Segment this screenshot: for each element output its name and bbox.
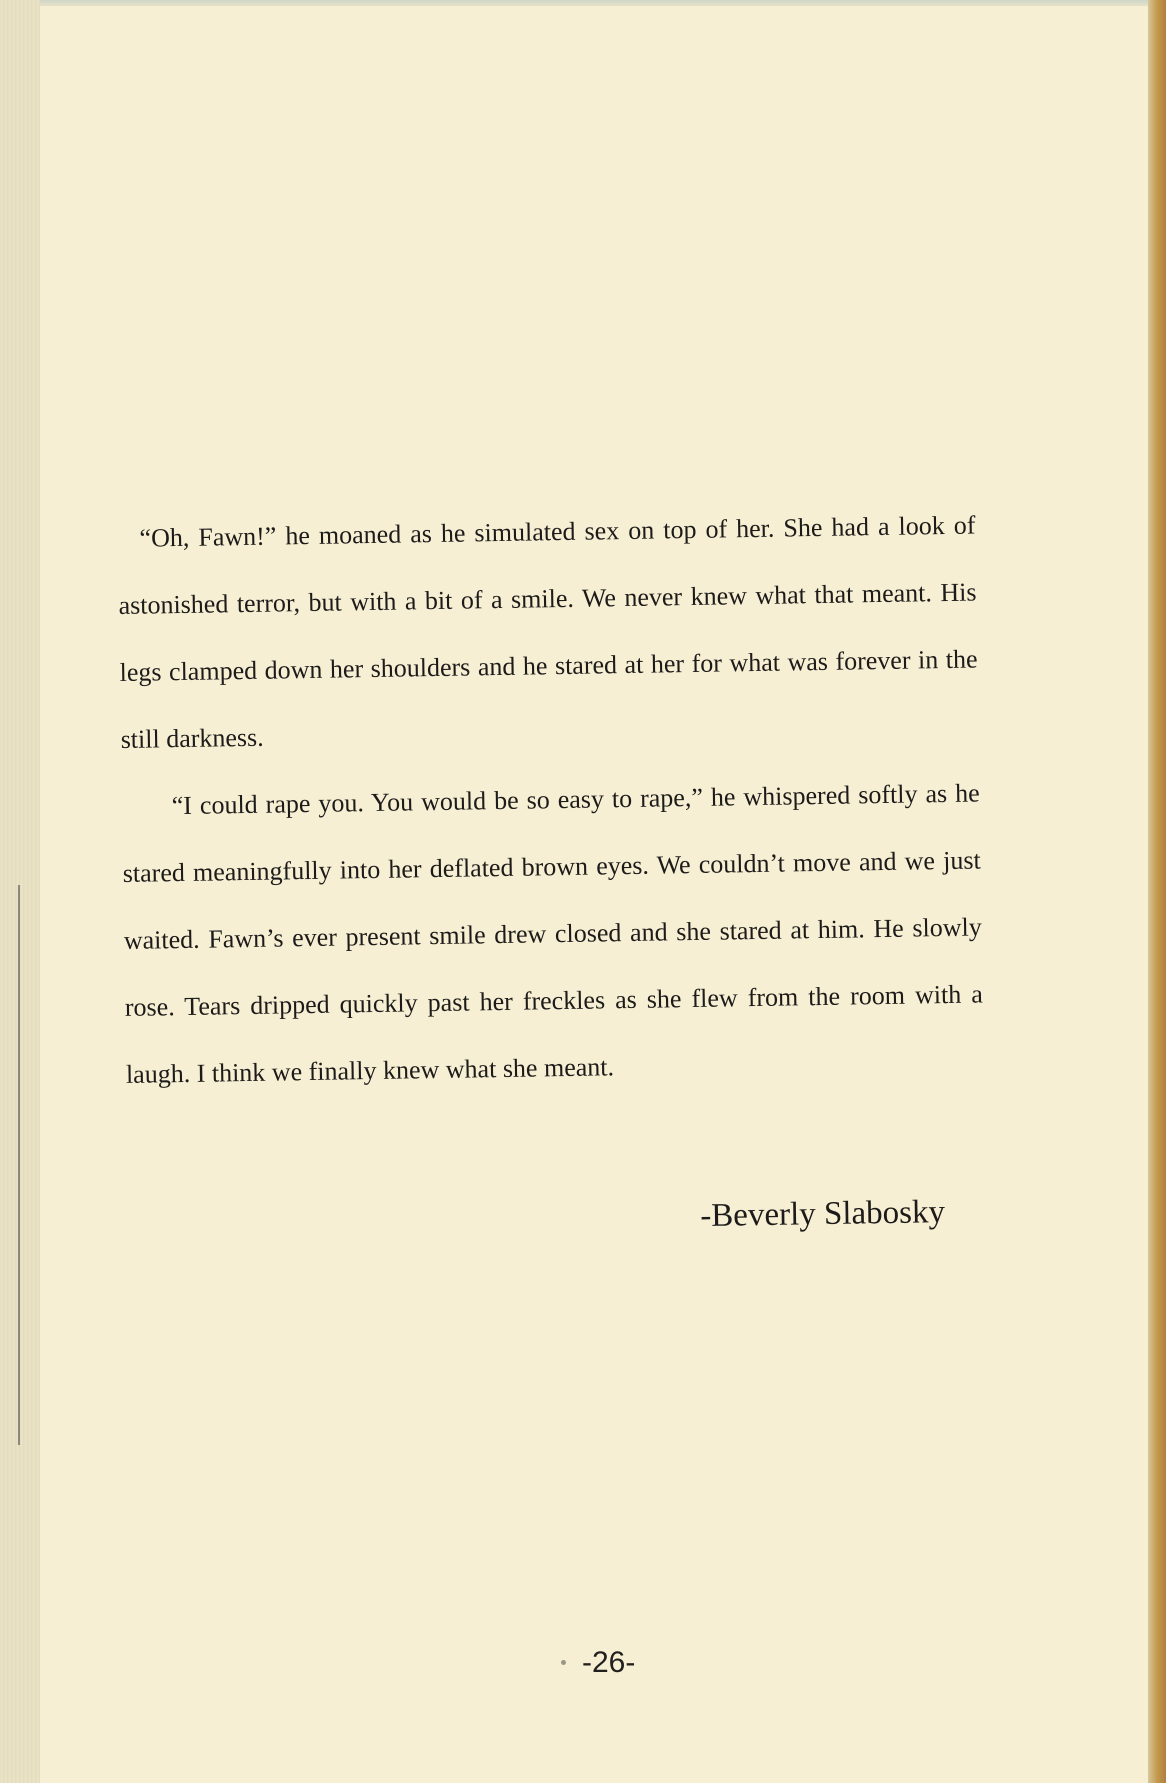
page-number: -26-: [582, 1646, 636, 1679]
paper-speck: [561, 1660, 566, 1665]
story-passage: [117, 492, 984, 1108]
right-book-edge: [1148, 0, 1166, 1783]
left-page-edge: [0, 0, 40, 1783]
binding-shadow-line: [18, 885, 20, 1445]
author-signature: -Beverly Slabosky: [700, 1194, 946, 1234]
paragraph-2: “I could rape you. You would be so easy to rape,” he whispered softly as he stared meaningfully into her deflated brown eyes. We couldn’t move and we just waited. Fawn’s ever present smile drew closed and she stared at him. He slowly rose. Tears dripped quickly past her freckles as she flew from the room with a laugh. I think we finally knew what she meant.: [122, 778, 984, 1089]
paragraph-1: “Oh, Fawn!” he moaned as he simulated sex on top of her. She had a look of astonished terror, but with a bit of a smile. We never knew what that meant. His legs clamped down her shoulders and he stared at her for what was forever in the still darkness.: [118, 510, 978, 754]
